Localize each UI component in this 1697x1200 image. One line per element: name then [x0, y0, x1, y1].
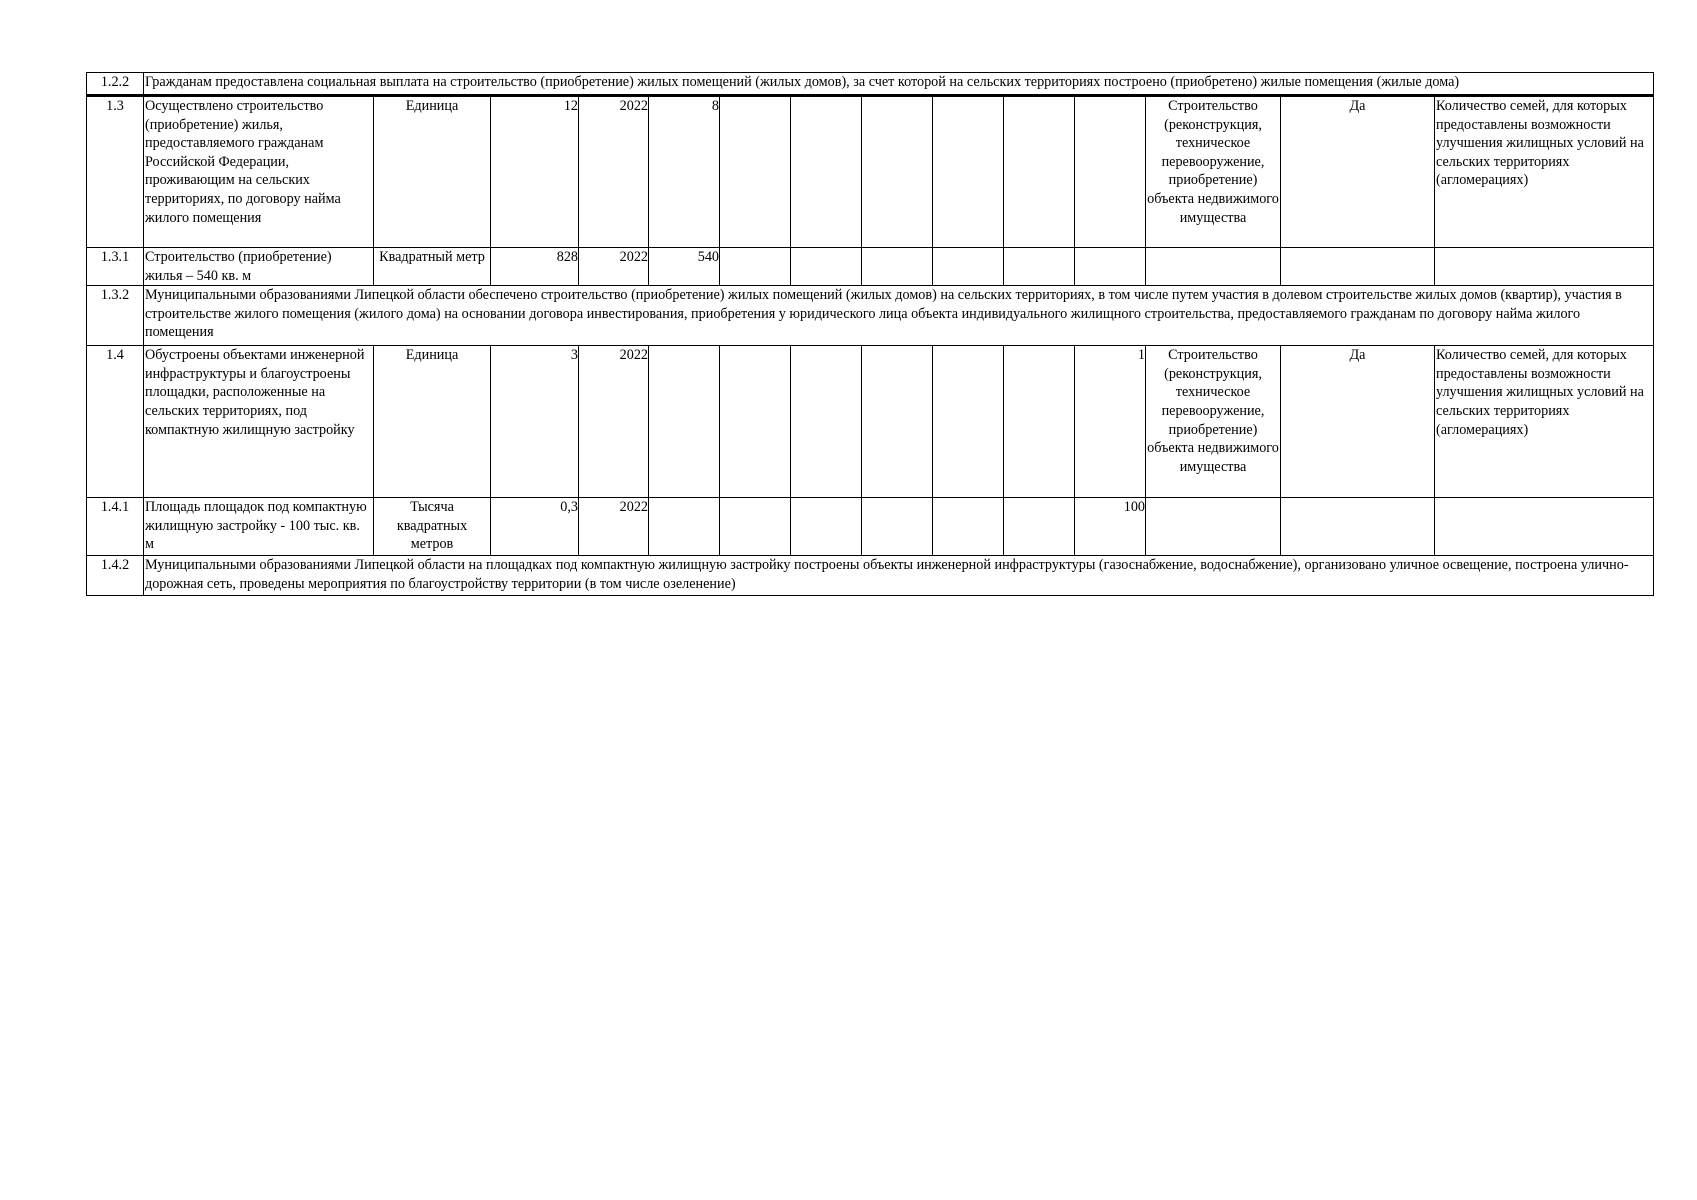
result-flag: Да — [1281, 346, 1435, 498]
result-type: Строительство (реконструкция, техническое перевооружение, приобретение) объекта недвижимого имущества — [1146, 346, 1281, 498]
base-value: 0,3 — [491, 498, 579, 556]
period-value-2 — [720, 498, 791, 556]
period-value-7: 100 — [1075, 498, 1146, 556]
indicator-table — [86, 72, 1654, 596]
base-value: 3 — [491, 346, 579, 498]
unit-of-measure: Единица — [374, 346, 491, 498]
result-type — [1146, 248, 1281, 286]
period-value-1 — [649, 346, 720, 498]
period-value-6 — [1004, 96, 1075, 248]
period-value-7 — [1075, 248, 1146, 286]
table-row — [87, 346, 1654, 498]
period-value-2 — [720, 248, 791, 286]
row-description: Гражданам предоставлена социальная выплата на строительство (приобретение) жилых помещений (жилых домов), за счет которой на сельских территориях построено (приобретено) жилые помещения (жилые дома) — [144, 73, 1654, 96]
base-value: 828 — [491, 248, 579, 286]
row-number: 1.4.2 — [87, 556, 144, 596]
period-value-1 — [649, 498, 720, 556]
row-number: 1.3.1 — [87, 248, 144, 286]
base-year: 2022 — [579, 346, 649, 498]
period-value-3 — [791, 498, 862, 556]
base-year: 2022 — [579, 96, 649, 248]
indicator-name: Обустроены объектами инженерной инфраструктуры и благоустроены площадки, расположенные на сельских территориях, под компактную жилищную застройку — [144, 346, 374, 498]
linked-indicator — [1435, 498, 1654, 556]
result-flag: Да — [1281, 96, 1435, 248]
table-row — [87, 556, 1654, 596]
base-year: 2022 — [579, 248, 649, 286]
period-value-7 — [1075, 96, 1146, 248]
row-number: 1.4 — [87, 346, 144, 498]
period-value-1: 8 — [649, 96, 720, 248]
row-number: 1.2.2 — [87, 73, 144, 96]
linked-indicator — [1435, 248, 1654, 286]
result-flag — [1281, 248, 1435, 286]
table-row — [87, 248, 1654, 286]
period-value-2 — [720, 346, 791, 498]
period-value-6 — [1004, 498, 1075, 556]
row-number: 1.3.2 — [87, 286, 144, 346]
period-value-5 — [933, 346, 1004, 498]
indicator-name: Строительство (приобретение) жилья – 540 кв. м — [144, 248, 374, 286]
indicator-name: Площадь площадок под компактную жилищную застройку - 100 тыс. кв. м — [144, 498, 374, 556]
linked-indicator: Количество семей, для которых предоставлены возможности улучшения жилищных условий на сельских территориях (агломерациях) — [1435, 346, 1654, 498]
period-value-4 — [862, 248, 933, 286]
period-value-6 — [1004, 248, 1075, 286]
period-value-2 — [720, 96, 791, 248]
period-value-3 — [791, 96, 862, 248]
row-number: 1.3 — [87, 96, 144, 248]
result-type — [1146, 498, 1281, 556]
unit-of-measure: Квадратный метр — [374, 248, 491, 286]
indicator-name: Осуществлено строительство (приобретение) жилья, предоставляемого гражданам Российской Федерации, проживающим на сельских территориях, по договору найма жилого помещения — [144, 96, 374, 248]
table-row — [87, 498, 1654, 556]
table-row — [87, 96, 1654, 248]
row-description: Муниципальными образованиями Липецкой области обеспечено строительство (приобретение) жилых помещений (жилых домов) на сельских территориях, в том числе путем участия в долевом строительстве жилых домов (квартир), участия в строительстве жилого помещения (жилого дома) на основании договора инвестирования, приобретения у юридического лица объекта индивидуального жилищного строительства, предоставляемого гражданам по договору найма жилого помещения — [144, 286, 1654, 346]
document-page — [86, 72, 1654, 596]
linked-indicator: Количество семей, для которых предоставлены возможности улучшения жилищных условий на сельских территориях (агломерациях) — [1435, 96, 1654, 248]
row-number: 1.4.1 — [87, 498, 144, 556]
period-value-1: 540 — [649, 248, 720, 286]
period-value-6 — [1004, 346, 1075, 498]
table-row — [87, 73, 1654, 96]
base-value: 12 — [491, 96, 579, 248]
period-value-3 — [791, 346, 862, 498]
result-type: Строительство (реконструкция, техническое перевооружение, приобретение) объекта недвижимого имущества — [1146, 96, 1281, 248]
period-value-4 — [862, 96, 933, 248]
result-flag — [1281, 498, 1435, 556]
period-value-5 — [933, 498, 1004, 556]
unit-of-measure: Единица — [374, 96, 491, 248]
period-value-4 — [862, 346, 933, 498]
table-row — [87, 286, 1654, 346]
row-description: Муниципальными образованиями Липецкой области на площадках под компактную жилищную застройку построены объекты инженерной инфраструктуры (газоснабжение, водоснабжение), организовано уличное освещение, построена улично-дорожная сеть, проведены мероприятия по благоустройству территории (в том числе озеленение) — [144, 556, 1654, 596]
period-value-7: 1 — [1075, 346, 1146, 498]
period-value-5 — [933, 96, 1004, 248]
period-value-4 — [862, 498, 933, 556]
period-value-5 — [933, 248, 1004, 286]
base-year: 2022 — [579, 498, 649, 556]
period-value-3 — [791, 248, 862, 286]
unit-of-measure: Тысяча квадратных метров — [374, 498, 491, 556]
